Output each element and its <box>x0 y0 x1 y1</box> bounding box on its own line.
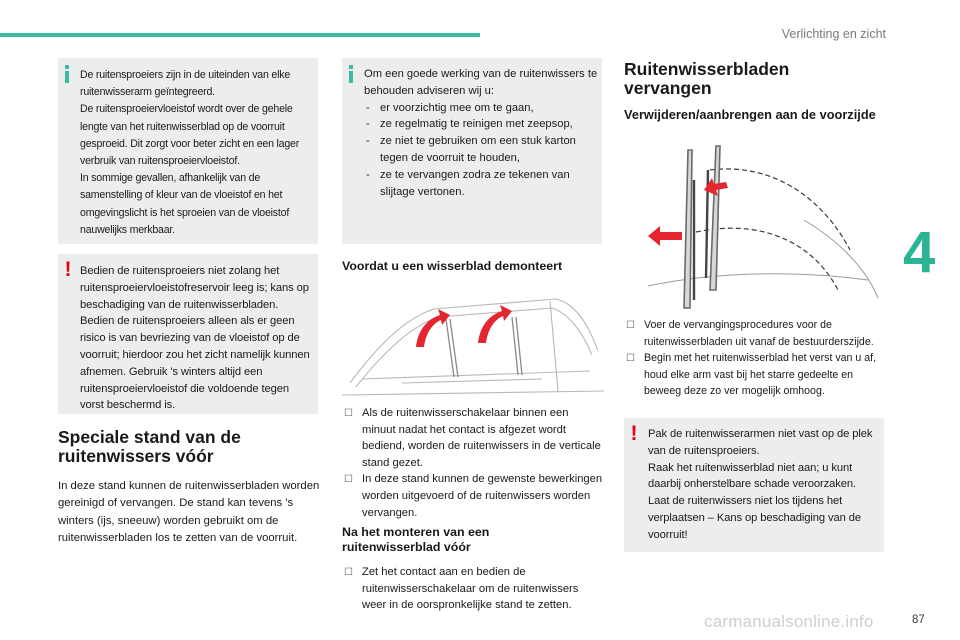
steps-before-removal <box>342 405 604 521</box>
heading-replace-blades: Ruitenwisserbladen vervangen <box>624 59 790 98</box>
info-icon <box>65 65 69 83</box>
warning-paragraph: Pak de ruitenwisserarmen niet vast op de plek van de ruitensproeiers. <box>648 428 873 457</box>
warning-icon: ! <box>64 258 72 281</box>
subheading-front: Verwijderen/aanbrengen aan de voorzijde <box>624 107 876 122</box>
info-paragraph: In sommige gevallen, afhankelijk van de samenstelling of kleur van de vloeistof en het omgevingslicht is het sproeien van de vloeistof nauwelijks merkbaar. <box>80 172 290 236</box>
chapter-number: 4 <box>903 220 936 285</box>
checkbox-icon: ☐ <box>626 320 635 331</box>
warning-text: Bedien de ruitensproeiers niet zolang het ruitensproeiervloeistofreservoir leeg is; kans op beschadiging van de ruitenwisserbladen. Bedien de ruitensproeiers alleen als er geen risico is van bevriezing van de vloeistof op de voorruit; hierdoor zou het zicht namelijk kunnen afnemen. Gebruik 's winters altijd een ruitensproeiervloeistof die voldoende tegen vorst beschermd is. <box>80 265 310 412</box>
list-item: ☐ Begin met het ruitenwisserblad het verst van u af, houd elke arm vast bij het starre gedeelte en beweeg deze zo ver mogelijk omhoog. <box>626 352 877 398</box>
checkbox-icon: ☐ <box>344 408 353 419</box>
warning-paragraph: Laat de ruitenwissers niet los tijdens het verplaatsen – Kans op beschadiging van de voorruit! <box>648 495 861 541</box>
windscreen-wipers-vertical-illustration <box>342 283 604 399</box>
special-position-text: In deze stand kunnen de ruitenwisserbladen worden gereinigd of vervangen. De stand kan tevens 's winters (ijs, sneeuw) worden gebruikt om de ruitenwisserbladen los te zetten van de voorruit. <box>58 480 320 545</box>
steps-replace <box>624 317 886 400</box>
list-item: ☐ Voer de vervangingsprocedures voor de ruitenwisserbladen uit vanaf de bestuurderszijde. <box>626 319 874 348</box>
warning-paragraph: Raak het ruitenwisserblad niet aan; u kunt daarbij onherstelbare schade veroorzaken. <box>648 461 856 491</box>
heading-after-fitting: Na het monteren van een ruitenwisserblad vóór <box>342 525 490 554</box>
list-item: ☐ Als de ruitenwisserschakelaar binnen een minuut nadat het contact is afgezet wordt bediend, worden de ruitenwissers in de verticale stand gezet. <box>344 407 601 469</box>
info-paragraph: De ruitensproeiervloeistof wordt over de gehele lengte van het ruitenwisserblad op de voorruit gesproeid. Dit zorgt voor beter zicht en een lager verbruik van ruitensproeiervloeistof. <box>80 103 300 168</box>
page-number: 87 <box>912 614 925 626</box>
list-item: - ze niet te gebruiken om een stuk karton tegen de voorruit te houden, <box>364 133 598 167</box>
header-accent-bar <box>0 33 480 37</box>
steps-after-fitting <box>342 564 604 614</box>
list-item: - ze regelmatig te reinigen met zeepsop, <box>364 116 598 133</box>
list-item: - ze te vervangen zodra ze tekenen van slijtage vertonen. <box>364 167 598 201</box>
info-icon <box>349 65 353 83</box>
info-box-sprayers <box>58 58 318 244</box>
info-paragraph: De ruitensproeiers zijn in de uiteinden van elke ruitenwisserarm geïntegreerd. <box>80 69 291 99</box>
heading-before-removal: Voordat u een wisserblad demonteert <box>342 259 563 273</box>
warning-box-sprayers <box>58 254 318 414</box>
watermark: carmanualsonline.info <box>704 612 874 631</box>
list-item: - er voorzichtig mee om te gaan, <box>364 100 598 117</box>
wiper-blade-lifting-illustration <box>624 140 886 310</box>
list-item: ☐ Zet het contact aan en bedien de ruitenwisserschakelaar om de ruitenwissers weer in de oorspronkelijke stand te zetten. <box>344 566 579 612</box>
maintenance-intro: Om een goede werking van de ruitenwissers te behouden adviseren wij u: <box>364 68 598 97</box>
checkbox-icon: ☐ <box>626 353 635 365</box>
warning-icon: ! <box>630 422 638 445</box>
maintenance-list <box>364 100 598 201</box>
checkbox-icon: ☐ <box>344 474 353 486</box>
checkbox-icon: ☐ <box>344 567 353 578</box>
info-box-maintenance <box>342 58 602 244</box>
list-item: ☐ In deze stand kunnen de gewenste bewerkingen worden uitgevoerd of de ruitenwissers worden vervangen. <box>344 473 603 519</box>
section-title: Verlichting en zicht <box>781 27 886 41</box>
warning-box-blades <box>624 418 884 552</box>
heading-special-position: Speciale stand van de ruitenwissers vóór <box>58 427 241 466</box>
